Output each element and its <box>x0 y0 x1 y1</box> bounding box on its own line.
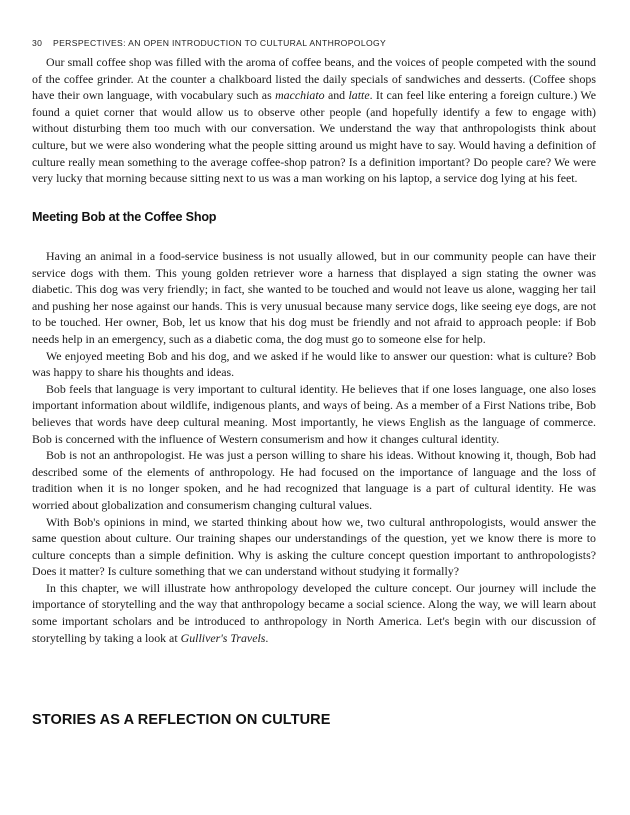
paragraph: Bob is not an anthropologist. He was just a person willing to share his ideas. Without knowing it, though, Bob had described some of the elements of anthropology. He had focused on the importance of language and the loss of tradition when it is no longer spoken, and he had recognized that language is a part of cultural identity. He was worried about globalization and consumerism changing cultural values. <box>32 448 596 512</box>
page-number: 30 <box>32 38 43 48</box>
running-title: PERSPECTIVES: AN OPEN INTRODUCTION TO CULTURAL ANTHROPOLOGY <box>53 38 387 48</box>
intro-text <box>32 54 596 187</box>
paragraph: We enjoyed meeting Bob and his dog, and we asked if he would like to answer our question: what is culture? Bob was happy to share his thoughts and ideas. <box>32 348 596 380</box>
meeting-bob-text <box>32 248 596 646</box>
paragraph: Bob feels that language is very important to cultural identity. He believes that if one loses language, one also loses important information about wildlife, indigenous plants, and ways of being. As a member of a First Nations tribe, Bob believes that words have deep cultural meaning. Most importantly, he views English as the language of commerce. Bob is concerned with the influence of Western consumerism and how it changes cultural identity. <box>32 381 596 446</box>
paragraph: Having an animal in a food-service business is not usually allowed, but in our community people can have their service dogs with them. This young golden retriever wore a harness that displayed a sign stating the owner was diabetic. This dog was very friendly; in fact, she wanted to be touched and would not leave us alone, wagging her tail and pushing her nose against our hands. This is very unusual because many service dogs, like seeing eye dogs, are not to be touched. Her owner, Bob, let us know that his dog must be friendly and not afraid to approach people: if Bob needs help in an emergency, such as a diabetic coma, the dog must go to someone else for help. <box>32 249 596 346</box>
paragraph <box>32 580 596 646</box>
subheading: Meeting Bob at the Coffee Shop <box>32 210 217 224</box>
intro-text-run: and <box>324 88 349 103</box>
paragraph-text-run: In this chapter, we will illustrate how anthropology developed the culture concept. Our journey will include the importance of storytelling and the way that anthropology became a social science. Along the way, we will learn about some important scholars and be introduced to anthropology in North America. Let's begin with our discussion of storytelling by taking a look at <box>32 580 596 645</box>
italic-term-macchiato: macchiato <box>275 88 325 103</box>
running-header <box>32 38 386 48</box>
paragraph-text-run: . <box>265 630 269 645</box>
paragraph: With Bob's opinions in mind, we started thinking about how we, two cultural anthropologists, would answer the same question about culture. Our training shapes our understandings of the question, yet we know there is more to culture concepts than a simple definition. Why is asking the culture concept question important to anthropologists? Does it matter? Is culture something that we can understand without studying it formally? <box>32 514 596 579</box>
italic-book-title: Gulliver's Travels <box>180 630 266 645</box>
intro-text-run: . It can feel like entering a foreign culture.) We found a quiet corner that would allow us to observe other people (and hopefully identify a few to engage with) without disturbing them too much with our conversation. We understand the way that anthropologists think about culture, but we were also wondering what the people sitting around us might have to say. Would having a definition of culture really mean something to the average coffee-shop patron? Is a definition important? Do people care? We were very lucky that morning because sitting next to us was a man working on his laptop, a service dog lying at his feet. <box>32 88 596 186</box>
italic-term-latte: latte <box>348 88 370 103</box>
intro-text-run: Our small coffee shop was filled with the aroma of coffee beans, and the voices of people competed with the sound of the coffee grinder. At the counter a chalkboard listed the daily specials of sandwiches and desserts. (Coffee shops have their own language, with vocabulary such as <box>32 55 596 103</box>
section-heading: STORIES AS A REFLECTION ON CULTURE <box>32 712 331 728</box>
intro-paragraph <box>32 54 596 187</box>
